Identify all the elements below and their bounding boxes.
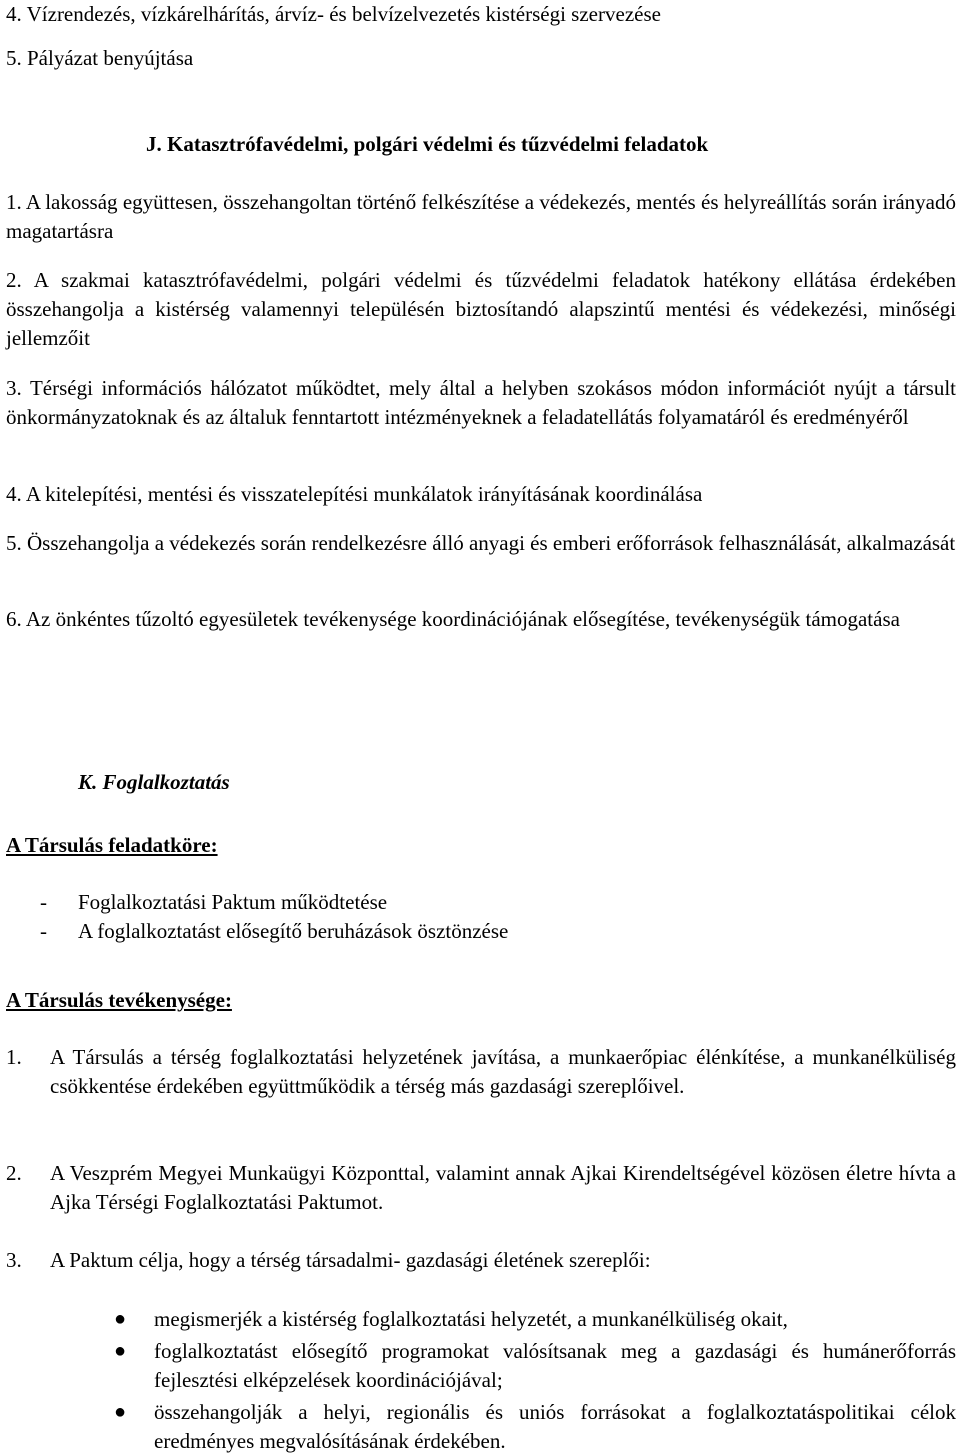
item-text: A Paktum célja, hogy a térség társadalmi- gazdasági életének szereplői: [50, 1248, 651, 1272]
item-number: 1. [6, 1045, 22, 1069]
section-j-item-4: 4. A kitelepítési, mentési és visszatelepítési munkálatok irányításának koordinálása [6, 482, 703, 506]
feladatkore-item-label: Foglalkoztatási Paktum működtetése [78, 890, 388, 914]
bullet-text: megismerjék a kistérség foglalkoztatási helyzetét, a munkanélküliség okait, [154, 1307, 788, 1331]
section-j-item-6: 6. Az önkéntes tűzoltó egyesületek tevékenysége koordinációjának elősegítése, tevékenységük támogatása [6, 607, 900, 631]
item-text: A Társulás a térség foglalkoztatási helyzetének javítása, a munkaerőpiac élénkítése, a munkanélküliség csökkentése érdekében együttműködik a térség más gazdasági szereplőivel. [50, 1045, 956, 1098]
bullet-item-3 [114, 1398, 956, 1456]
list-item-palyazat: 5. Pályázat benyújtása [6, 46, 194, 70]
bullet-item-1 [114, 1305, 956, 1334]
section-j-item-5: 5. Összehangolja a védekezés során rendelkezésre álló anyagi és emberi erőforrások felhasználását, alkalmazását [6, 531, 956, 555]
bullet-icon: ● [114, 1340, 127, 1362]
section-j-item-1: 1. A lakosság együttesen, összehangoltan történő felkészítése a védekezés, mentés és helyreállítás során irányadó magatartásra [6, 190, 956, 243]
bullet-text: foglalkoztatást elősegítő programokat valósítsanak meg a gazdasági és humánerőforrás fejlesztési elképzelések koordinációjával; [154, 1339, 956, 1392]
item-number: 3. [6, 1248, 22, 1272]
item-number: 2. [6, 1161, 22, 1185]
tevekenysege-item-3 [6, 1246, 956, 1275]
section-j-title: J. Katasztrófavédelmi, polgári védelmi és tűzvédelmi feladatok [146, 132, 709, 156]
section-j-item-3: 3. Térségi információs hálózatot működtet, mely által a helyben szokásos módon információt nyújt a társult önkormányzatoknak és az általuk fenntartott intézményeknek a feladatellátás folyamatáról és eredményéről [6, 376, 956, 429]
feladatkore-item-label: A foglalkoztatást elősegítő beruházások ösztönzése [78, 919, 509, 943]
tevekenysege-item-2 [6, 1159, 956, 1217]
bullet-text: összehangolják a helyi, regionális és uniós forrásokat a foglalkoztatáspolitikai célok eredményes megvalósításának érdekében. [154, 1400, 956, 1453]
section-k-title: K. Foglalkoztatás [78, 770, 230, 794]
feladatkore-item-paktum [40, 888, 956, 917]
dash-marker: - [40, 890, 47, 914]
bullet-icon: ● [114, 1401, 127, 1423]
dash-marker: - [40, 919, 47, 943]
section-j-item-2: 2. A szakmai katasztrófavédelmi, polgári védelmi és tűzvédelmi feladatok hatékony ellátása érdekében összehangolja a kistérség valamennyi településén biztosítandó alapszintű mentési és védekezési, minőségi jellemzőit [6, 268, 956, 350]
item-text: A Veszprém Megyei Munkaügyi Központtal, valamint annak Ajkai Kirendeltségével közösen életre hívta a Ajka Térségi Foglalkoztatási Paktumot. [50, 1161, 956, 1214]
bullet-icon: ● [114, 1308, 127, 1330]
feladatkore-item-beruhazasok [40, 917, 956, 946]
tevekenysege-heading: A Társulás tevékenysége: [6, 988, 232, 1012]
feladatkore-heading: A Társulás feladatköre: [6, 833, 218, 857]
list-item-vizrendezes: 4. Vízrendezés, vízkárelhárítás, árvíz- és belvízelvezetés kistérségi szervezése [6, 2, 661, 26]
bullet-item-2 [114, 1337, 956, 1395]
tevekenysege-item-1 [6, 1043, 956, 1101]
